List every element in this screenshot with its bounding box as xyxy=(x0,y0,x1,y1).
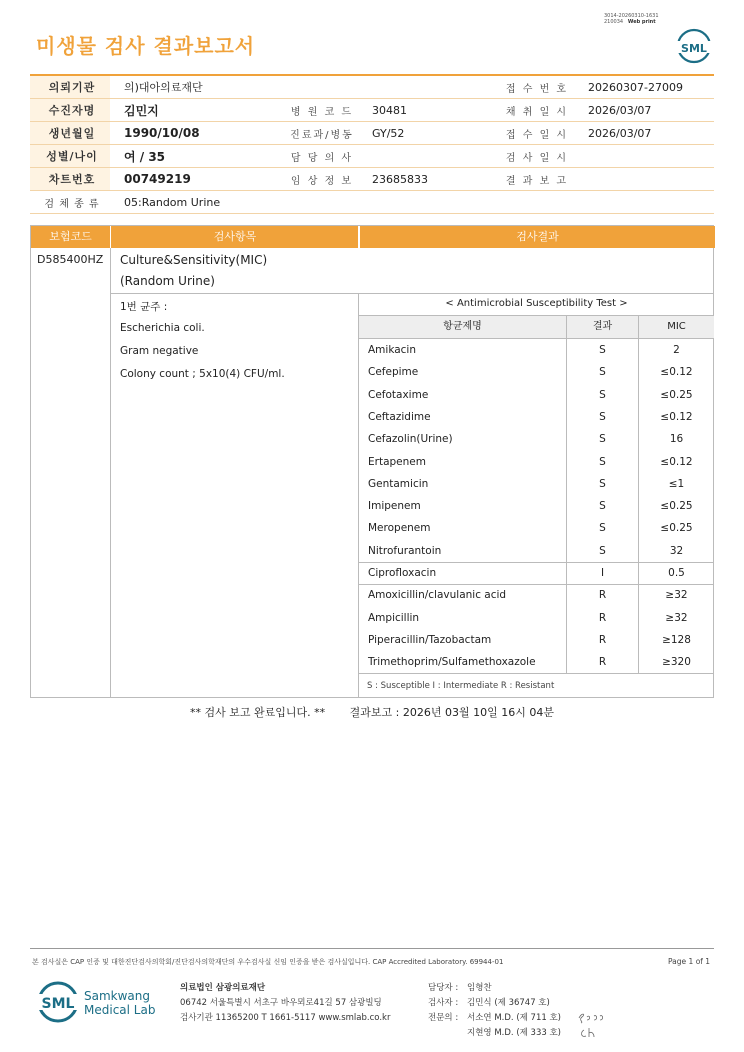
drug-result: S xyxy=(599,366,606,379)
drug-name: Nitrofurantoin xyxy=(368,544,442,557)
insurance-code: D585400HZ xyxy=(37,253,104,266)
info-value: 00749219 xyxy=(110,168,282,191)
col-mic: MIC xyxy=(639,316,714,338)
drug-name: Cefepime xyxy=(368,366,419,379)
drug-result: S xyxy=(599,477,606,490)
row-divider xyxy=(110,293,714,294)
drug-result: R xyxy=(598,633,607,646)
drug-result: S xyxy=(599,544,606,557)
staff-role: 담당자 : xyxy=(428,983,459,993)
info-value xyxy=(574,168,714,191)
info-label: 접 수 번 호 xyxy=(496,75,574,99)
col-head-divider xyxy=(358,338,714,339)
col-divider xyxy=(110,248,111,697)
drug-result: S xyxy=(599,388,606,401)
drug-name: Ampicillin xyxy=(368,611,420,624)
info-value xyxy=(574,191,714,214)
print-mode: Web print xyxy=(627,19,656,25)
info-value: 김민지 xyxy=(110,99,282,122)
staff-role: 전문의 : xyxy=(428,1013,459,1023)
drug-result: S xyxy=(599,500,606,513)
col-divider-head xyxy=(358,226,359,248)
info-label: 검 사 일 시 xyxy=(496,145,574,168)
drug-name: Trimethoprim/Sulfamethoxazole xyxy=(368,656,536,669)
info-label: 임 상 정 보 xyxy=(282,168,358,191)
drug-mic: ≤0.25 xyxy=(660,522,693,535)
info-value: 여 / 35 xyxy=(110,145,282,168)
drug-mic: ≤0.25 xyxy=(660,388,693,401)
org-address: 06742 서울특별시 서초구 바우뫼로41길 57 삼광빌딩 xyxy=(180,998,382,1008)
logo-name xyxy=(84,989,155,1017)
info-label: 병 원 코 드 xyxy=(282,99,358,122)
info-row xyxy=(30,168,714,191)
certification-text: 본 검사실은 CAP 인증 및 대한진단검사의학회/진단검사의학재단의 우수검사실 신임 인증을 받은 검사실입니다. CAP Accredited Laboratory. 69944-01 xyxy=(32,958,504,966)
info-label: 수진자명 xyxy=(30,99,110,122)
staff-name: 서소연 M.D. (제 711 호) xyxy=(467,1013,562,1023)
test-name: Culture&Sensitivity(MIC) xyxy=(120,253,268,267)
drug-mic: ≥32 xyxy=(665,611,688,624)
footer-divider xyxy=(30,948,714,949)
info-value: 30481 xyxy=(358,99,496,122)
drug-name: Cefazolin(Urine) xyxy=(368,433,453,446)
drug-mic: ≤1 xyxy=(668,477,685,490)
info-label: 담 당 의 사 xyxy=(282,145,358,168)
drug-result: S xyxy=(599,344,606,356)
logo-name-1: Samkwang xyxy=(84,989,150,1003)
staff-name: 임형찬 xyxy=(467,983,492,993)
info-label: 채 취 일 시 xyxy=(496,99,574,122)
drug-mic: ≥32 xyxy=(665,589,688,602)
drug-result: S xyxy=(599,455,606,468)
info-label xyxy=(282,191,358,214)
info-label: 검 체 종 류 xyxy=(30,191,110,214)
info-label xyxy=(282,75,358,99)
code-line-2: 210034 xyxy=(604,19,624,25)
info-value: 1990/10/08 xyxy=(110,122,282,145)
info-value: 23685833 xyxy=(358,168,496,191)
drug-name: Ciprofloxacin xyxy=(368,567,437,579)
info-label: 의뢰기관 xyxy=(30,75,110,99)
ast-left-border xyxy=(358,293,359,697)
info-value: GY/52 xyxy=(358,122,496,145)
staff-name: 김민식 (제 36747 호) xyxy=(467,998,550,1008)
staff-name: 지현영 M.D. (제 333 호) xyxy=(467,1028,562,1038)
header-test-item: 검사항목 xyxy=(110,226,359,248)
organism-line: Colony count ; 5x10(4) CFU/ml. xyxy=(120,368,285,380)
info-label xyxy=(496,191,574,214)
report-done: ** 검사 보고 완료입니다. ** xyxy=(190,706,326,719)
organism-line: 1번 균주 : xyxy=(120,301,168,313)
drug-name: Gentamicin xyxy=(368,477,429,490)
info-value xyxy=(358,75,496,99)
drug-name: Cefotaxime xyxy=(368,388,429,401)
group-divider xyxy=(358,562,714,563)
info-value: 05:Random Urine xyxy=(110,191,282,214)
drug-name: Piperacillin/Tazobactam xyxy=(368,633,492,646)
drug-name: Meropenem xyxy=(368,522,431,535)
logo-text: SML xyxy=(41,996,75,1012)
drug-mic: 16 xyxy=(669,433,684,446)
logo-name-2: Medical Lab xyxy=(84,1003,156,1017)
drug-mic: ≥128 xyxy=(662,633,691,646)
info-row xyxy=(30,122,714,145)
drug-mic: ≥320 xyxy=(662,656,691,669)
code-line-1: 3014-20260310-1631 xyxy=(604,13,659,19)
info-value xyxy=(358,191,496,214)
info-row xyxy=(30,99,714,122)
report-title: 미생물 검사 결과보고서 xyxy=(36,34,256,58)
drug-result: R xyxy=(598,656,607,669)
drug-mic: ≤0.25 xyxy=(660,500,693,513)
drug-result: S xyxy=(599,522,606,535)
drug-result: R xyxy=(598,589,607,602)
completion-line xyxy=(0,704,744,720)
organism-line: Gram negative xyxy=(120,345,199,357)
org-name: 의료법인 삼광의료재단 xyxy=(180,983,266,993)
info-label: 접 수 일 시 xyxy=(496,122,574,145)
result-table xyxy=(30,225,714,698)
drug-mic: 2 xyxy=(673,344,680,356)
drug-mic: 32 xyxy=(669,544,684,557)
drug-mic: 0.5 xyxy=(668,567,685,579)
drug-mic: ≤0.12 xyxy=(660,455,693,468)
info-value xyxy=(574,145,714,168)
drug-name: Amoxicillin/clavulanic acid xyxy=(368,589,507,602)
ast-title: < Antimicrobial Susceptibility Test > xyxy=(445,298,628,309)
patient-info-table xyxy=(30,74,714,214)
info-value: 20260307-27009 xyxy=(574,75,714,99)
drug-name: Amikacin xyxy=(368,344,417,356)
organism-line: Escherichia coli. xyxy=(120,322,205,334)
sml-logo-icon-footer xyxy=(36,980,80,1024)
info-value: 2026/03/07 xyxy=(574,99,714,122)
svg-text:SML: SML xyxy=(681,42,707,55)
info-label: 결 과 보 고 xyxy=(496,168,574,191)
col-result: 결과 xyxy=(567,316,638,338)
drug-name: Ceftazidime xyxy=(368,410,431,423)
drug-result: S xyxy=(599,410,606,423)
info-label: 성별/나이 xyxy=(30,145,110,168)
drug-result: R xyxy=(598,611,607,624)
info-value: 의)대아의료재단 xyxy=(110,75,282,99)
header-insurance-code: 보험코드 xyxy=(31,226,110,248)
drug-mic: ≤0.12 xyxy=(660,366,693,379)
page-number: Page 1 of 1 xyxy=(668,957,711,966)
col-drug-name: 항균제명 xyxy=(359,316,566,338)
info-row xyxy=(30,145,714,168)
org-contact: 검사기관 11365200 T 1661-5117 www.smlab.co.kr xyxy=(180,1013,391,1023)
info-row xyxy=(30,75,714,99)
drug-result: I xyxy=(600,567,605,579)
legend-divider xyxy=(358,673,714,674)
ast-legend: S : Susceptible I : Intermediate R : Resistant xyxy=(367,681,555,691)
signature-image xyxy=(576,1008,610,1040)
report-time: 결과보고 : 2026년 03월 10일 16시 04분 xyxy=(349,706,554,719)
header-test-result: 검사결과 xyxy=(359,226,715,248)
drug-name: Ertapenem xyxy=(368,455,426,468)
print-code xyxy=(604,13,659,25)
info-row xyxy=(30,191,714,214)
group-divider xyxy=(358,584,714,585)
drug-mic: ≤0.12 xyxy=(660,410,693,423)
test-specimen: (Random Urine) xyxy=(120,274,215,288)
staff-role: 검사자 : xyxy=(428,998,459,1008)
drug-result: S xyxy=(599,433,606,446)
info-value xyxy=(358,145,496,168)
info-value: 2026/03/07 xyxy=(574,122,714,145)
info-label: 생년월일 xyxy=(30,122,110,145)
info-label: 차트번호 xyxy=(30,168,110,191)
drug-name: Imipenem xyxy=(368,500,421,513)
sml-logo-icon xyxy=(676,28,712,64)
info-label: 진료과/병동 xyxy=(282,122,358,145)
